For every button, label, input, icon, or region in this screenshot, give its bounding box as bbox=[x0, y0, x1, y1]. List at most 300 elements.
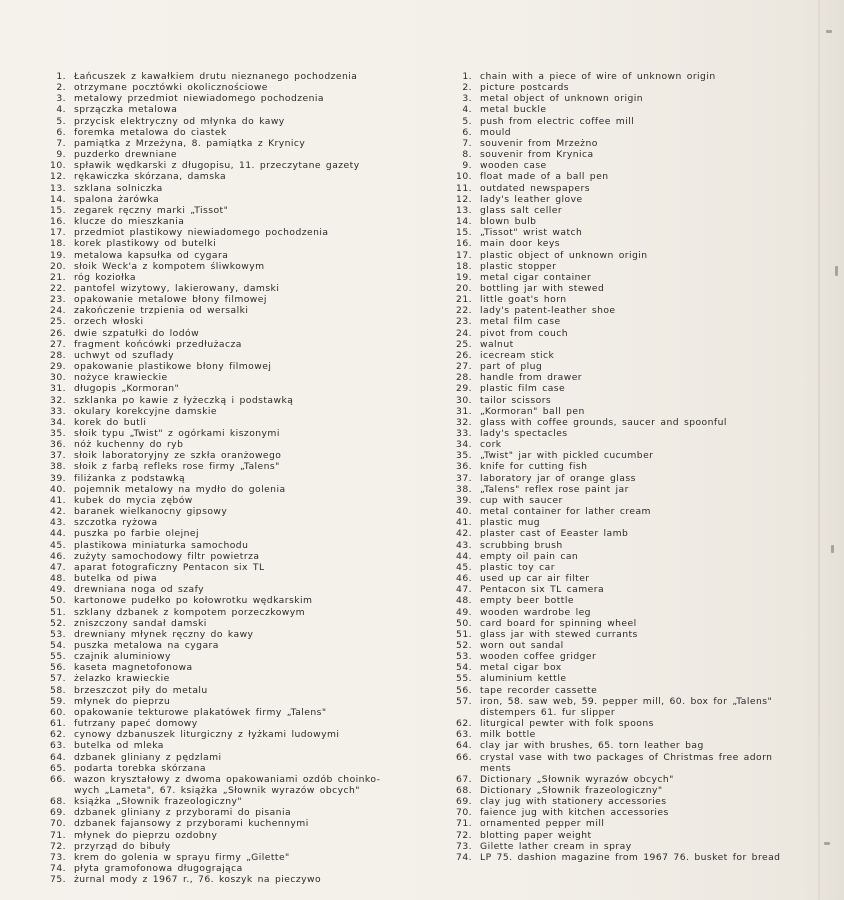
item-number: 3. bbox=[462, 93, 472, 105]
item-number: 18. bbox=[50, 238, 66, 250]
list-item bbox=[42, 372, 442, 383]
item-text: fragment końcówki przedłużacza bbox=[74, 338, 242, 350]
item-number: 22. bbox=[456, 305, 472, 317]
item-number: 64. bbox=[456, 740, 472, 752]
item-number: 19. bbox=[456, 271, 472, 283]
list-item bbox=[42, 807, 442, 818]
list-item bbox=[448, 629, 833, 640]
item-number: 33. bbox=[50, 405, 66, 417]
item-number: 47. bbox=[456, 584, 472, 596]
item-text: bottling jar with stewed bbox=[480, 282, 605, 294]
list-item bbox=[448, 71, 833, 82]
list-item bbox=[42, 439, 442, 450]
item-number: 36. bbox=[456, 461, 472, 473]
item-text: wooden coffee gridger bbox=[480, 651, 597, 663]
list-item bbox=[42, 551, 442, 562]
item-number: 48. bbox=[50, 573, 66, 585]
item-number: 10. bbox=[456, 171, 472, 183]
list-item bbox=[42, 707, 442, 718]
list-item bbox=[448, 651, 833, 662]
item-text: korek plastikowy od butelki bbox=[74, 238, 217, 250]
item-number: 45. bbox=[456, 561, 472, 573]
item-number: 44. bbox=[456, 550, 472, 562]
list-item bbox=[42, 194, 442, 205]
list-item bbox=[448, 774, 833, 785]
list-item bbox=[448, 272, 833, 283]
list-item bbox=[448, 294, 833, 305]
list-item bbox=[448, 506, 833, 517]
item-text: metal film case bbox=[480, 316, 561, 328]
list-item bbox=[42, 227, 442, 238]
list-item bbox=[448, 194, 833, 205]
list-item bbox=[42, 160, 442, 171]
item-number: 52. bbox=[50, 617, 66, 629]
list-item bbox=[42, 71, 442, 82]
item-number: 43. bbox=[50, 517, 66, 529]
item-text: „Kormoran" ball pen bbox=[480, 405, 585, 417]
list-item bbox=[42, 138, 442, 149]
item-number: 9. bbox=[462, 160, 472, 172]
item-text: picture postcards bbox=[480, 82, 570, 94]
item-text: szczotka ryżowa bbox=[74, 517, 158, 529]
item-text: main door keys bbox=[480, 238, 561, 250]
item-number: 20. bbox=[456, 282, 472, 294]
item-text: card board for spinning wheel bbox=[480, 617, 637, 629]
list-item bbox=[448, 406, 833, 417]
item-number: 53. bbox=[50, 628, 66, 640]
item-text: part of plug bbox=[480, 361, 543, 373]
item-number: 33. bbox=[456, 428, 472, 439]
item-number: 3. bbox=[56, 93, 66, 105]
item-text: lady's spectacles bbox=[480, 428, 568, 439]
list-item bbox=[448, 807, 833, 818]
list-item bbox=[42, 205, 442, 216]
item-number: 63. bbox=[50, 740, 66, 752]
list-item bbox=[42, 662, 442, 673]
item-number: 69. bbox=[456, 796, 472, 808]
item-number: 16. bbox=[456, 238, 472, 250]
list-item bbox=[448, 305, 833, 316]
item-text: przedmiot plastikowy niewiadomego pochodzenia bbox=[74, 227, 329, 239]
list-item bbox=[42, 428, 442, 439]
item-number: 30. bbox=[50, 372, 66, 384]
item-text: plastic object of unknown origin bbox=[480, 249, 648, 261]
item-text: plastic toy car bbox=[480, 561, 555, 573]
item-number: 50. bbox=[456, 617, 472, 629]
item-text: „Tissot" wrist watch bbox=[480, 227, 583, 239]
item-text: glass jar with stewed currants bbox=[480, 628, 638, 640]
item-text: faience jug with kitchen accessories bbox=[480, 807, 669, 819]
list-item bbox=[448, 82, 833, 93]
item-text: nóż kuchenny do ryb bbox=[74, 439, 184, 451]
item-text: butelka od mleka bbox=[74, 740, 164, 752]
list-item bbox=[448, 528, 833, 539]
item-number: 73. bbox=[456, 840, 472, 852]
item-text: dzbanek gliniany z pędzlami bbox=[74, 751, 222, 763]
list-item bbox=[448, 562, 833, 573]
list-item bbox=[448, 138, 833, 149]
item-text: tailor scissors bbox=[480, 394, 552, 406]
list-item bbox=[42, 595, 442, 606]
item-number: 74. bbox=[456, 851, 472, 863]
item-number: 29. bbox=[50, 361, 66, 373]
list-item bbox=[448, 818, 833, 829]
item-text: blown bulb bbox=[480, 216, 537, 228]
list-item bbox=[42, 830, 442, 841]
item-text: liturgical pewter with folk spoons bbox=[480, 718, 654, 730]
item-text: ornamented pepper mill bbox=[480, 818, 605, 830]
item-number: 4. bbox=[56, 104, 66, 116]
item-number: 10. bbox=[50, 160, 66, 172]
list-item bbox=[448, 551, 833, 562]
item-text: handle from drawer bbox=[480, 372, 583, 384]
item-number: 70. bbox=[50, 818, 66, 830]
item-text: wazon kryształowy z dwoma opakowaniami ozdób choinko- bbox=[74, 773, 381, 785]
list-item bbox=[448, 171, 833, 182]
item-number: 71. bbox=[50, 829, 66, 841]
item-number: 75. bbox=[50, 874, 66, 886]
item-number: 42. bbox=[456, 528, 472, 540]
item-number: 18. bbox=[456, 260, 472, 272]
list-item bbox=[42, 506, 442, 517]
item-text: kubek do mycia zębów bbox=[74, 494, 193, 506]
list-item bbox=[448, 116, 833, 127]
list-item bbox=[42, 763, 442, 774]
item-text: pantofel wizytowy, lakierowany, damski bbox=[74, 282, 280, 294]
item-number: 38. bbox=[50, 461, 66, 473]
item-number: 54. bbox=[456, 662, 472, 674]
list-item bbox=[448, 830, 833, 841]
item-text: clay jar with brushes, 65. torn leather bag bbox=[480, 740, 704, 752]
item-text: zakończenie trzpienia od wersalki bbox=[74, 305, 249, 317]
item-number: 7. bbox=[462, 137, 472, 149]
item-text: LP 75. dashion magazine from 1967 76. busket for bread bbox=[480, 851, 781, 863]
item-text: Dictionary „Słownik frazeologiczny" bbox=[480, 785, 663, 796]
item-text: empty oil pain can bbox=[480, 550, 579, 562]
list-item bbox=[42, 685, 442, 696]
item-number: 49. bbox=[50, 584, 66, 596]
item-number: 51. bbox=[456, 628, 472, 640]
list-item bbox=[42, 852, 442, 863]
item-text: wooden wardrobe leg bbox=[480, 606, 591, 618]
item-text: chain with a piece of wire of unknown origin bbox=[480, 71, 716, 82]
item-text: słoik typu „Twist" z ogórkami kiszonymi bbox=[74, 428, 280, 439]
list-item bbox=[448, 183, 833, 194]
item-number: 49. bbox=[456, 606, 472, 618]
list-item bbox=[448, 104, 833, 115]
list-item bbox=[448, 361, 833, 372]
list-item bbox=[448, 316, 833, 327]
item-number: 72. bbox=[456, 829, 472, 841]
item-number: 71. bbox=[456, 818, 472, 830]
list-item bbox=[42, 818, 442, 829]
list-item bbox=[448, 383, 833, 394]
item-text: metalowa kapsułka od cygara bbox=[74, 249, 229, 261]
item-text: Pentacon six TL camera bbox=[480, 584, 605, 596]
item-text: used up car air filter bbox=[480, 573, 590, 585]
item-number: 25. bbox=[456, 338, 472, 350]
item-number: 51. bbox=[50, 606, 66, 618]
item-number: 1. bbox=[56, 71, 66, 82]
item-number: 2. bbox=[462, 82, 472, 94]
item-number: 41. bbox=[50, 494, 66, 506]
list-item bbox=[42, 82, 442, 93]
list-item bbox=[448, 261, 833, 272]
item-number: 60. bbox=[50, 706, 66, 718]
list-item bbox=[42, 729, 442, 740]
list-item bbox=[42, 874, 442, 885]
item-number: 50. bbox=[50, 595, 66, 607]
list-item bbox=[448, 685, 833, 696]
item-text: worn out sandal bbox=[480, 639, 564, 651]
item-text: metal container for lather cream bbox=[480, 506, 651, 518]
item-text: krem do golenia w sprayu firmy „Gilette" bbox=[74, 851, 290, 863]
list-item bbox=[42, 796, 442, 807]
item-number: 37. bbox=[456, 472, 472, 484]
list-item bbox=[42, 339, 442, 350]
list-item bbox=[42, 540, 442, 551]
list-item bbox=[448, 595, 833, 606]
item-number: 39. bbox=[456, 494, 472, 506]
item-number: 31. bbox=[456, 405, 472, 417]
item-text: zużyty samochodowy filtr powietrza bbox=[74, 550, 260, 562]
item-text: plaster cast of Eeaster lamb bbox=[480, 528, 629, 540]
item-number: 55. bbox=[50, 651, 66, 663]
item-text: zniszczony sandał damski bbox=[74, 617, 207, 629]
list-item bbox=[448, 227, 833, 238]
list-item bbox=[42, 361, 442, 372]
item-text: pivot from couch bbox=[480, 327, 569, 339]
item-number: 66. bbox=[456, 751, 472, 763]
item-text: spławik wędkarski z długopisu, 11. przeczytane gazety bbox=[74, 160, 360, 172]
item-number: 9. bbox=[56, 149, 66, 161]
item-number: 1. bbox=[462, 71, 472, 82]
item-number: 24. bbox=[456, 327, 472, 339]
list-item bbox=[42, 395, 442, 406]
item-number: 63. bbox=[456, 729, 472, 741]
list-item bbox=[448, 238, 833, 249]
item-number: 59. bbox=[50, 695, 66, 707]
item-text: empty beer bottle bbox=[480, 595, 574, 607]
item-text: icecream stick bbox=[480, 349, 555, 361]
item-number: 32. bbox=[456, 416, 472, 428]
item-number: 2. bbox=[56, 82, 66, 94]
item-text: rękawiczka skórzana, damska bbox=[74, 171, 227, 183]
item-text: uchwyt od szuflady bbox=[74, 349, 174, 361]
english-item-list bbox=[448, 71, 833, 863]
list-item bbox=[42, 562, 442, 573]
list-item bbox=[448, 484, 833, 495]
item-text: wooden case bbox=[480, 160, 547, 172]
item-text: tape recorder cassette bbox=[480, 684, 598, 696]
item-text: sprzączka metalowa bbox=[74, 104, 178, 116]
item-number: 6. bbox=[56, 126, 66, 138]
item-number: 12. bbox=[456, 193, 472, 205]
item-text: młynek do pieprzu bbox=[74, 695, 171, 707]
item-text: iron, 58. saw web, 59. pepper mill, 60. box for „Talens" bbox=[480, 695, 773, 707]
item-text: czajnik aluminiowy bbox=[74, 651, 171, 663]
item-text: brzeszczot piły do metalu bbox=[74, 684, 208, 696]
item-number: 5. bbox=[56, 115, 66, 127]
item-number: 16. bbox=[50, 216, 66, 228]
item-number: 28. bbox=[456, 372, 472, 384]
item-text: żurnal mody z 1967 r., 76. koszyk na pieczywo bbox=[74, 874, 322, 886]
list-item bbox=[448, 785, 833, 796]
item-text: plastic stopper bbox=[480, 260, 557, 272]
item-text: cork bbox=[480, 439, 502, 451]
item-text: scrubbing brush bbox=[480, 539, 563, 551]
list-item bbox=[42, 517, 442, 528]
list-item bbox=[42, 406, 442, 417]
item-number: 25. bbox=[50, 316, 66, 328]
item-number: 4. bbox=[462, 104, 472, 116]
list-item bbox=[42, 718, 442, 729]
item-text: futrzany papeć domowy bbox=[74, 718, 198, 730]
item-number: 57. bbox=[456, 695, 472, 707]
list-item bbox=[448, 450, 833, 461]
item-number: 72. bbox=[50, 840, 66, 852]
item-text: cynowy dzbanuszek liturgiczny z łyżkami ludowymi bbox=[74, 729, 340, 741]
list-item bbox=[448, 339, 833, 350]
item-text: aparat fotograficzny Pentacon six TL bbox=[74, 561, 265, 573]
item-text: przycisk elektryczny od młynka do kawy bbox=[74, 115, 285, 127]
list-item bbox=[42, 841, 442, 852]
item-text: róg koziołka bbox=[74, 271, 136, 283]
paper-speck bbox=[826, 30, 832, 33]
list-item bbox=[448, 127, 833, 138]
list-item bbox=[42, 93, 442, 104]
item-text: kaseta magnetofonowa bbox=[74, 662, 193, 674]
item-number: 55. bbox=[456, 673, 472, 685]
item-number: 22. bbox=[50, 282, 66, 294]
list-item bbox=[42, 473, 442, 484]
list-item bbox=[448, 439, 833, 450]
item-number: 64. bbox=[50, 751, 66, 763]
item-text: okulary korekcyjne damskie bbox=[74, 405, 218, 417]
item-text: laboratory jar of orange glass bbox=[480, 472, 636, 484]
item-text: metalowy przedmiot niewiadomego pochodzenia bbox=[74, 93, 325, 105]
item-number: 37. bbox=[50, 450, 66, 462]
item-text: little goat's horn bbox=[480, 294, 567, 306]
item-text-continuation: distempers 61. fur slipper bbox=[480, 706, 616, 718]
list-item bbox=[448, 740, 833, 751]
list-item bbox=[42, 629, 442, 640]
item-text: drewniany młynek ręczny do kawy bbox=[74, 628, 254, 640]
list-item bbox=[42, 696, 442, 707]
item-number: 41. bbox=[456, 517, 472, 529]
list-item bbox=[42, 528, 442, 539]
item-number: 66. bbox=[50, 773, 66, 785]
list-item bbox=[42, 461, 442, 472]
list-item bbox=[448, 328, 833, 339]
item-number: 68. bbox=[50, 796, 66, 808]
list-item bbox=[42, 607, 442, 618]
item-number: 68. bbox=[456, 785, 472, 796]
list-item bbox=[42, 183, 442, 194]
item-text: spalona żarówka bbox=[74, 193, 160, 205]
item-number: 35. bbox=[456, 450, 472, 462]
list-item bbox=[42, 651, 442, 662]
item-text: puszka po farbie olejnej bbox=[74, 528, 199, 540]
item-number: 70. bbox=[456, 807, 472, 819]
item-number: 65. bbox=[50, 762, 66, 774]
item-text: dzbanek fajansowy z przyborami kuchennymi bbox=[74, 818, 309, 830]
list-item bbox=[42, 484, 442, 495]
list-item bbox=[42, 127, 442, 138]
item-number: 28. bbox=[50, 349, 66, 361]
item-number: 54. bbox=[50, 639, 66, 651]
item-number: 45. bbox=[50, 539, 66, 551]
item-number: 26. bbox=[50, 327, 66, 339]
list-item bbox=[448, 852, 833, 863]
list-item bbox=[42, 328, 442, 339]
list-item bbox=[448, 618, 833, 629]
item-text: baranek wielkanocny gipsowy bbox=[74, 506, 228, 518]
list-item bbox=[42, 740, 442, 751]
item-text: clay jug with stationery accessories bbox=[480, 796, 667, 808]
list-item bbox=[42, 584, 442, 595]
list-item bbox=[448, 841, 833, 852]
item-number: 52. bbox=[456, 639, 472, 651]
item-number: 21. bbox=[456, 294, 472, 306]
list-item bbox=[42, 116, 442, 127]
list-item bbox=[42, 573, 442, 584]
item-number: 14. bbox=[50, 193, 66, 205]
item-number: 24. bbox=[50, 305, 66, 317]
list-item bbox=[448, 417, 833, 428]
list-item bbox=[448, 696, 833, 707]
item-number: 46. bbox=[50, 550, 66, 562]
list-item bbox=[448, 149, 833, 160]
item-number: 14. bbox=[456, 216, 472, 228]
item-text: szklana solniczka bbox=[74, 182, 163, 194]
paper-speck bbox=[835, 266, 838, 276]
list-item bbox=[448, 428, 833, 439]
item-text: pojemnik metalowy na mydło do golenia bbox=[74, 483, 286, 495]
item-number: 48. bbox=[456, 595, 472, 607]
item-text: płyta gramofonowa długogrająca bbox=[74, 863, 243, 875]
item-number: 8. bbox=[462, 149, 472, 161]
list-item bbox=[448, 160, 833, 171]
list-item bbox=[448, 93, 833, 104]
item-number: 15. bbox=[50, 204, 66, 216]
list-item bbox=[42, 383, 442, 394]
item-number: 57. bbox=[50, 673, 66, 685]
list-item bbox=[42, 149, 442, 160]
item-number: 21. bbox=[50, 271, 66, 283]
item-number: 39. bbox=[50, 472, 66, 484]
item-text: pamiątka z Mrzeżyna, 8. pamiątka z Krynicy bbox=[74, 137, 306, 149]
item-text: plastic film case bbox=[480, 383, 566, 395]
item-text: walnut bbox=[480, 338, 514, 350]
item-text: opakowanie plastikowe błony filmowej bbox=[74, 361, 272, 373]
item-text: dwie szpatułki do lodów bbox=[74, 327, 200, 339]
item-text: książka „Słownik frazeologiczny" bbox=[74, 796, 243, 808]
list-item bbox=[448, 796, 833, 807]
item-number: 43. bbox=[456, 539, 472, 551]
list-item bbox=[42, 238, 442, 249]
list-item bbox=[42, 495, 442, 506]
list-item bbox=[42, 216, 442, 227]
item-text: souvenir from Mrzeżno bbox=[480, 137, 598, 149]
list-item bbox=[448, 216, 833, 227]
item-number: 62. bbox=[456, 718, 472, 730]
item-text: blotting paper weight bbox=[480, 829, 592, 841]
item-text: souvenir from Krynica bbox=[480, 149, 594, 161]
list-item bbox=[448, 473, 833, 484]
item-number: 23. bbox=[456, 316, 472, 328]
list-item bbox=[448, 250, 833, 261]
